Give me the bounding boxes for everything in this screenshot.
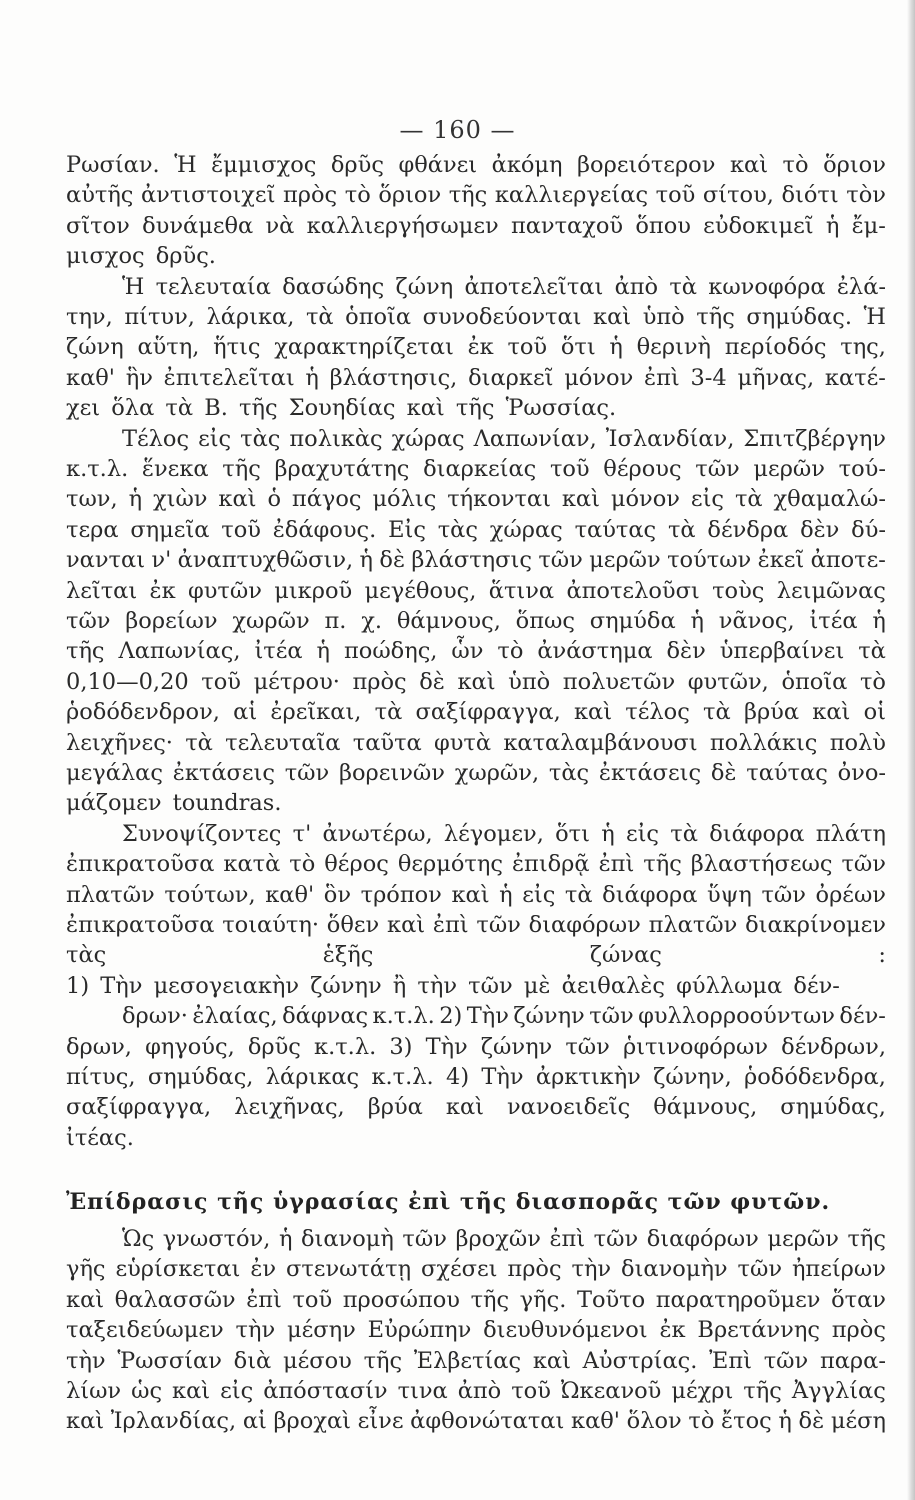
text-line: αὐτῆς ἀντιστοιχεῖ πρὸς τὸ ὅριον τῆς καλλιεργείας τοῦ σίτου, διότι τὸν (66, 182, 886, 209)
text-line: λειχῆνες· τὰ τελευταῖα ταῦτα φυτὰ καταλαμβάνουσι πολλάκις πολὺ (66, 729, 886, 756)
page-edge-shadow (907, 0, 915, 1500)
section-heading: Ἐπίδρασις τῆς ὑγρασίας ἐπὶ τῆς διασπορᾶς τῶν φυτῶν. (66, 1189, 831, 1215)
text-line: καὶ θαλασσῶν ἐπὶ τοῦ προσώπου τῆς γῆς. Τοῦτο παρατηροῦμεν ὅταν (66, 1286, 886, 1313)
text-line: τῶν βορείων χωρῶν π. χ. θάμνους, ὅπως σημύδα ἡ νᾶνος, ἰτέα ἡ (66, 608, 886, 634)
text-line: τῆς Λαπωνίας, ἰτέα ἡ ποώδης, ὧν τὸ ἀνάστημα δὲν ὑπερβαίνει τὰ (66, 638, 886, 665)
text-line: Ρωσίαν. Ἡ ἔμμισχος δρῦς φθάνει ἀκόμη βορειότερον καὶ τὸ ὅριον (66, 152, 886, 178)
text-line: 0,10—0,20 τοῦ μέτρου· πρὸς δὲ καὶ ὑπὸ πολυετῶν φυτῶν, ὁποῖα τὸ (66, 668, 886, 695)
text-line: των, ἡ χιὼν καὶ ὁ πάγος μόλις τήκονται καὶ μόνον εἰς τὰ χθαμαλώ- (66, 486, 886, 513)
text-line: δρων, φηγούς, δρῦς κ.τ.λ. 3) Τὴν ζώνην τῶν ῥιτινοφόρων δένδρων, (66, 1033, 886, 1060)
text-line: λεῖται ἐκ φυτῶν μικροῦ μεγέθους, ἅτινα ἀποτελοῦσι τοὺς λειμῶνας (66, 577, 886, 604)
text-line: λίων ὡς καὶ εἰς ἀπόστασίν τινα ἀπὸ τοῦ Ὠκεανοῦ μέχρι τῆς Ἀγγλίας (66, 1378, 886, 1404)
text-line: ἰτέας. (66, 1124, 134, 1151)
text-line: σῖτον δυνάμεθα νὰ καλλιεργήσωμεν πανταχοῦ ὅπου εὐδοκιμεῖ ἡ ἔμ- (66, 212, 886, 239)
text-line: 1) Τὴν μεσογειακὴν ζώνην ἢ τὴν τῶν μὲ ἀειθαλὲς φύλλωμα δέν- (66, 972, 840, 999)
text-line: χει ὅλα τὰ Β. τῆς Σουηδίας καὶ τῆς Ῥωσσίας. (66, 395, 617, 422)
text-line: μισχος δρῦς. (66, 243, 216, 270)
text-line: ἐπικρατοῦσα κατὰ τὸ θέρος θερμότης ἐπιδρᾷ ἐπὶ τῆς βλαστήσεως τῶν (66, 851, 886, 878)
text-line: πίτυς, σημύδας, λάρικας κ.τ.λ. 4) Τὴν ἀρκτικὴν ζώνην, ῥοδόδενδρα, (66, 1064, 886, 1090)
text-line: κ.τ.λ. ἕνεκα τῆς βραχυτάτης διαρκείας τοῦ θέρους τῶν μερῶν τού- (66, 456, 886, 482)
text-line: δρων· ἐλαίας, δάφνας κ.τ.λ. 2) Τὴν ζώνην τῶν φυλλορροούντων δέν- (122, 1003, 886, 1030)
text-line: τὰς ἑξῆς ζώνας : (66, 942, 886, 969)
text-line: τερα σημεῖα τοῦ ἐδάφους. Εἰς τὰς χώρας ταύτας τὰ δένδρα δὲν δύ- (66, 516, 886, 543)
text-line: ῥοδόδενδρον, αἱ ἐρεῖκαι, τὰ σαξίφραγγα, καὶ τέλος τὰ βρύα καὶ οἱ (66, 699, 886, 726)
text-line: καὶ Ἰρλανδίας, αἱ βροχαὶ εἶνε ἀφθονώταται καθ' ὅλον τὸ ἔτος ἡ δὲ μέση (66, 1408, 886, 1435)
text-line: σαξίφραγγα, λειχῆνας, βρύα καὶ νανοειδεῖς θάμνους, σημύδας, (66, 1094, 886, 1121)
text-line: μεγάλας ἐκτάσεις τῶν βορεινῶν χωρῶν, τὰς ἐκτάσεις δὲ ταύτας ὀνο- (66, 760, 886, 786)
text-line: ταξειδεύωμεν τὴν μέσην Εὐρώπην διευθυνόμενοι ἐκ Βρετάννης πρὸς (66, 1317, 886, 1344)
text-line: καθ' ἣν ἐπιτελεῖται ἡ βλάστησις, διαρκεῖ μόνον ἐπὶ 3-4 μῆνας, κατέ- (66, 364, 886, 391)
page-number: — 160 — (399, 116, 516, 144)
text-line: νανται ν' ἀναπτυχθῶσιν, ἡ δὲ βλάστησις τῶν μερῶν τούτων ἐκεῖ ἀποτε- (66, 547, 886, 574)
text-line: την, πίτυν, λάρικα, τὰ ὁποῖα συνοδεύονται καὶ ὑπὸ τῆς σημύδας. Ἡ (66, 304, 886, 330)
text-line: πλατῶν τούτων, καθ' ὃν τρόπον καὶ ἡ εἰς τὰ διάφορα ὕψη τῶν ὀρέων (66, 881, 886, 908)
text-line: ζώνη αὕτη, ἥτις χαρακτηρίζεται ἐκ τοῦ ὅτι ἡ θερινὴ περίοδός της, (66, 334, 886, 361)
text-line: ἐπικρατοῦσα τοιαύτη· ὅθεν καὶ ἐπὶ τῶν διαφόρων πλατῶν διακρίνομεν (66, 912, 886, 938)
text-line: μάζομεν toundras. (66, 790, 282, 817)
text-line: Τέλος εἰς τὰς πολικὰς χώρας Λαπωνίαν, Ἰσλανδίαν, Σπιτζβέργην (122, 425, 886, 452)
text-line: Ὡς γνωστόν, ἡ διανομὴ τῶν βροχῶν ἐπὶ τῶν διαφόρων μερῶν τῆς (122, 1226, 886, 1252)
text-line: τὴν Ῥωσσίαν διὰ μέσου τῆς Ἐλβετίας καὶ Αὐστρίας. Ἐπὶ τῶν παρα- (66, 1347, 886, 1374)
text-line: Ἡ τελευταία δασώδης ζώνη ἀποτελεῖται ἀπὸ τὰ κωνοφόρα ἐλά- (122, 273, 886, 300)
text-line: Συνοψίζοντες τ' ἀνωτέρω, λέγομεν, ὅτι ἡ εἰς τὰ διάφορα πλάτη (122, 820, 886, 847)
text-line: γῆς εὑρίσκεται ἐν στενωτάτῃ σχέσει πρὸς τὴν διανομὴν τῶν ἠπείρων (66, 1256, 886, 1283)
